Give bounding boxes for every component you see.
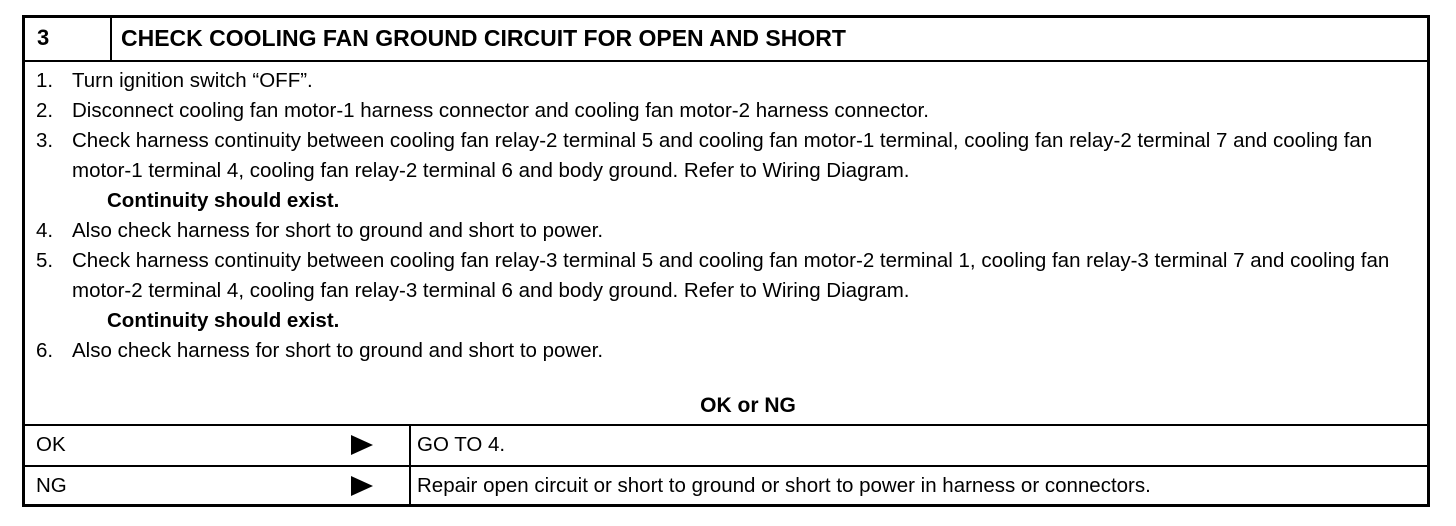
item-number: 6. xyxy=(36,339,54,362)
result-row-ok xyxy=(25,424,1427,467)
arrow-right-icon xyxy=(351,435,373,455)
diagnostic-step-table xyxy=(22,15,1430,507)
result-action-ng: Repair open circuit or short to ground or short to power in harness or connectors. xyxy=(417,473,1151,497)
item-emphasis: Continuity should exist. xyxy=(107,189,340,212)
item-text: Disconnect cooling fan motor-1 harness connector and cooling fan motor-2 harness connector. xyxy=(72,99,929,122)
result-key-cell xyxy=(25,467,411,504)
list-item xyxy=(36,126,1427,216)
item-content xyxy=(72,246,1427,336)
instructions-area xyxy=(25,62,1427,426)
result-key-cell xyxy=(25,424,411,465)
result-key-ok: OK xyxy=(36,432,66,456)
list-item xyxy=(36,216,1427,246)
item-text: Turn ignition switch “OFF”. xyxy=(72,69,313,92)
item-text: Check harness continuity between cooling fan relay-3 terminal 5 and cooling fan motor-2 terminal 1, cooling fan relay-3 terminal 7 and cooling fan motor-2 terminal 4, cooling fan relay-3 terminal 6 and body ground. Refer to Wiring Diagram. xyxy=(72,249,1390,302)
arrow-right-icon xyxy=(351,476,373,496)
result-action-ok: GO TO 4. xyxy=(417,432,506,456)
list-item xyxy=(36,336,1427,366)
item-number: 3. xyxy=(36,129,54,152)
item-number: 5. xyxy=(36,249,54,272)
list-item xyxy=(36,96,1427,126)
item-emphasis: Continuity should exist. xyxy=(107,309,340,332)
step-title: CHECK COOLING FAN GROUND CIRCUIT FOR OPEN AND SHORT xyxy=(121,25,846,51)
item-number: 1. xyxy=(36,69,54,92)
item-text: Also check harness for short to ground and short to power. xyxy=(72,339,604,362)
result-key-ng: NG xyxy=(36,473,67,497)
item-number: 4. xyxy=(36,219,54,242)
item-text: Check harness continuity between cooling fan relay-2 terminal 5 and cooling fan motor-1 terminal, cooling fan relay-2 terminal 7 and cooling fan motor-1 terminal 4, cooling fan relay-2 terminal 6 and body ground. Refer to Wiring Diagram. xyxy=(72,129,1373,182)
list-item xyxy=(36,66,1427,96)
item-content xyxy=(72,126,1427,216)
item-text: Also check harness for short to ground and short to power. xyxy=(72,219,604,242)
step-number: 3 xyxy=(25,18,112,60)
step-header xyxy=(25,18,1427,62)
list-item xyxy=(36,246,1427,336)
item-number: 2. xyxy=(36,99,54,122)
result-label: OK or NG xyxy=(700,394,796,417)
instruction-list xyxy=(25,62,1427,366)
result-row-ng xyxy=(25,467,1427,504)
